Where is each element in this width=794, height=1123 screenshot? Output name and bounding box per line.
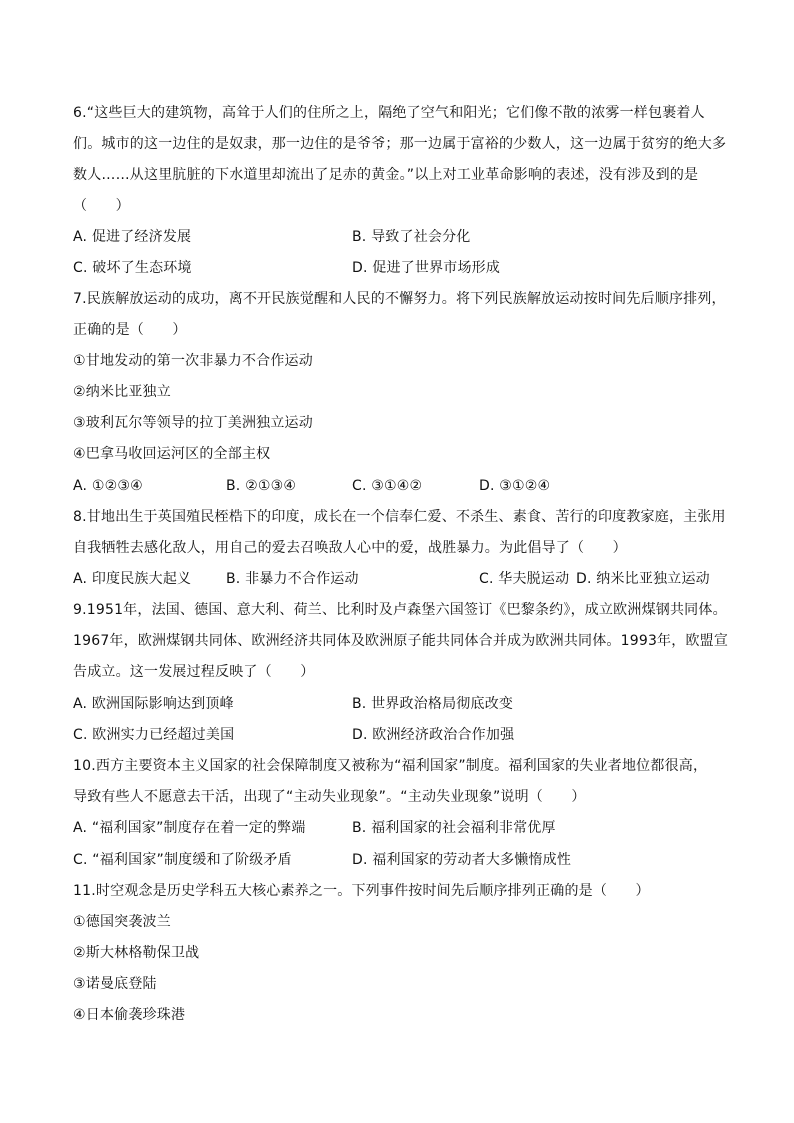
- q7-item-3: ③玻利瓦尔等领导的拉丁美洲独立运动: [73, 415, 313, 431]
- q10-option-b: B. 福利国家的社会福利非常优厚: [352, 820, 556, 836]
- q7-stem-line-1: 7.民族解放运动的成功，离不开民族觉醒和人民的不懈努力。将下列民族解放运动按时间先后顺序排列，: [73, 291, 726, 307]
- q8-stem-line-1: 8.甘地出生于英国殖民桎梏下的印度，成长在一个信奉仁爱、不杀生、素食、苦行的印度教家庭，主张用: [73, 509, 726, 525]
- q11-item-4: ④日本偷袭珍珠港: [73, 1007, 186, 1023]
- q6-stem-line-1: 6.“这些巨大的建筑物，高耸于人们的住所之上，隔绝了空气和阳光；它们像不散的浓雾一样包裹着人: [73, 105, 705, 121]
- q7-item-1: ①甘地发动的第一次非暴力不合作运动: [73, 353, 313, 369]
- q11-item-1: ①德国突袭波兰: [73, 914, 171, 930]
- q9-option-b: B. 世界政治格局彻底改变: [352, 696, 514, 712]
- q7-item-2: ②纳米比亚独立: [73, 384, 171, 400]
- q7-option-d: D. ③①②④: [479, 478, 551, 494]
- q6-option-b: B. 导致了社会分化: [352, 229, 471, 245]
- q10-option-a: A. “福利国家”制度存在着一定的弊端: [73, 820, 306, 836]
- q6-stem-line-4: （ ）: [73, 198, 130, 214]
- q9-option-d: D. 欧洲经济政治合作加强: [352, 727, 515, 743]
- q8-option-c: C. 华夫脱运动: [479, 571, 570, 587]
- q10-stem-line-2: 导致有些人不愿意去干活，出现了“主动失业现象”。“主动失业现象”说明（ ）: [73, 789, 586, 805]
- q9-stem-line-3: 告成立。这一发展过程反映了（ ）: [73, 664, 315, 680]
- q7-option-a: A. ①②③④: [73, 478, 143, 494]
- q10-stem-line-1: 10.西方主要资本主义国家的社会保障制度又被称为“福利国家”制度。福利国家的失业者地位都很高，: [73, 758, 708, 774]
- q8-stem-line-2: 自我牺牲去感化敌人，用自己的爱去召唤敌人心中的爱，战胜暴力。为此倡导了（ ）: [73, 540, 627, 556]
- q9-stem-line-2: 1967年，欧洲煤钢共同体、欧洲经济共同体及欧洲原子能共同体合并成为欧洲共同体。1993年，欧盟宣: [73, 633, 729, 649]
- q6-option-a: A. 促进了经济发展: [73, 229, 192, 245]
- q11-item-3: ③诺曼底登陆: [73, 976, 157, 992]
- q6-option-c: C. 破坏了生态环境: [73, 260, 192, 276]
- q8-option-d: D. 纳米比亚独立运动: [576, 571, 710, 587]
- q10-option-c: C. “福利国家”制度缓和了阶级矛盾: [73, 852, 292, 868]
- q7-option-c: C. ③①④②: [352, 478, 423, 494]
- q11-stem-line-1: 11.时空观念是历史学科五大核心素养之一。下列事件按时间先后顺序排列正确的是（ ）: [73, 883, 650, 899]
- q6-option-d: D. 促进了世界市场形成: [352, 260, 501, 276]
- q9-option-a: A. 欧洲国际影响达到顶峰: [73, 696, 234, 712]
- q7-stem-line-2: 正确的是（ ）: [73, 322, 187, 338]
- q10-option-d: D. 福利国家的劳动者大多懒惰成性: [352, 852, 572, 868]
- q11-item-2: ②斯大林格勒保卫战: [73, 945, 200, 961]
- q9-stem-line-1: 9.1951年，法国、德国、意大利、荷兰、比利时及卢森堡六国签订《巴黎条约》，成立欧洲煤钢共同体。: [73, 602, 727, 618]
- q6-stem-line-3: 数人……从这里肮脏的下水道里却流出了足赤的黄金。”以上对工业革命影响的表述，没有涉及到的是: [73, 167, 699, 183]
- q7-item-4: ④巴拿马收回运河区的全部主权: [73, 446, 271, 462]
- q7-option-b: B. ②①③④: [226, 478, 297, 494]
- q8-option-a: A. 印度民族大起义: [73, 571, 192, 587]
- q6-stem-line-2: 们。城市的这一边住的是奴隶，那一边住的是爷爷；那一边属于富裕的少数人，这一边属于贫穷的绝大多: [73, 136, 727, 152]
- q8-option-b: B. 非暴力不合作运动: [226, 571, 359, 587]
- q9-option-c: C. 欧洲实力已经超过美国: [73, 727, 235, 743]
